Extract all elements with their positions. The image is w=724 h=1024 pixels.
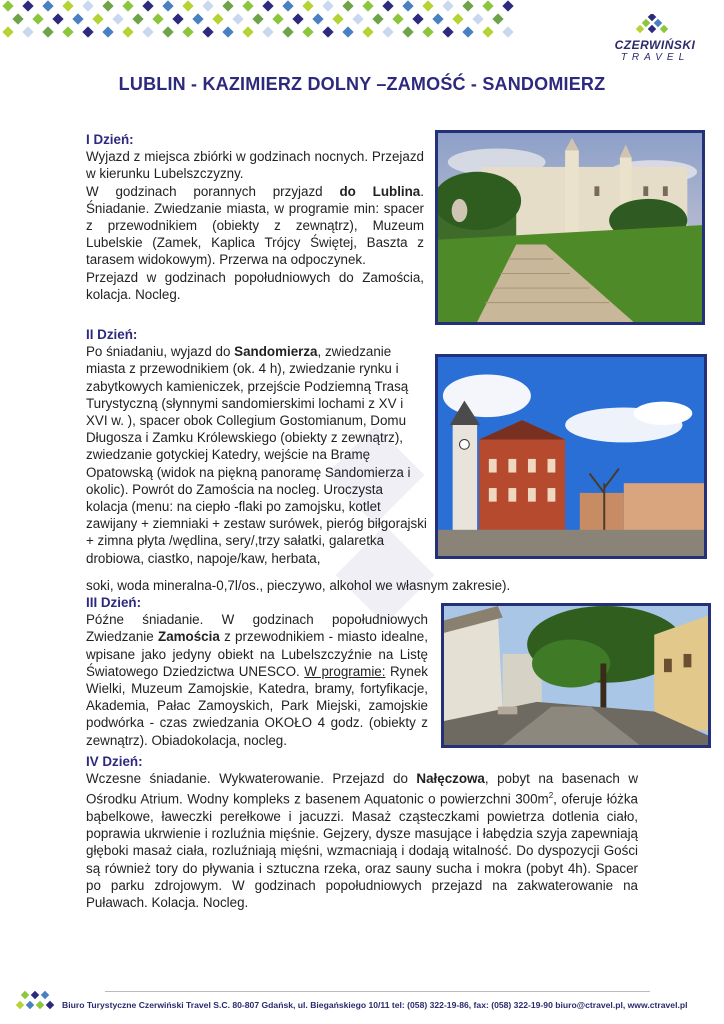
decorative-diamond [22,26,33,37]
text-run: Rynek Wielki, Muzeum Zamojskie, Katedra, bramy, fortyfikacje, Akademia, Pałac Zamoyskich, Park Miejski, zamojskie podwórka - czas zwiedzania OKOŁO 4 godz. (obiekty z zewnątrz). Obiadokolacja, nocleg. [86,663,428,748]
company-logo [600,14,710,64]
decorative-diamond [462,0,473,11]
decorative-diamond [222,0,233,11]
decorative-diamond [302,0,313,11]
decorative-diamond [72,13,83,24]
decorative-diamond [282,26,293,37]
decorative-diamond [442,26,453,37]
decorative-diamond [142,0,153,11]
decorative-diamond [492,13,503,24]
text-run: . Śniadanie. Zwiedzanie miasta, w programie min: spacer z przewodnikiem (obiekty z zewnątrz), Muzeum Lubelskie (Zamek, Kaplica Trójcy Świętej, Baszta z tarasem widokowym). Przerwa na odpoczynek. [86,183,424,268]
decorative-diamond [452,13,463,24]
text-run-bold: do Lublina [339,183,421,199]
text-run: W godzinach porannych przyjazd [86,183,323,199]
decorative-diamond [62,0,73,11]
decorative-diamond [502,0,513,11]
day3-heading: III Dzień: [86,595,142,610]
text-run: , oferuje łóżka bąbelkowe, ławeczki perełkowe i jacuzzi. Masaż cząsteczkami powietrza dotlenia ciało, poprawia ukrwienie i rozluźnia mięśnie. Gejzery, dysze masujące i łabędzia szyja zapewniają głęboki masaż ciała, rozluźniają mięśni, wzmacniają i dodają witalność. Do dyspozycji Gości są również tory do pływania i sztuczna rzeka, oraz sauny sucha i mokra (pobyt 4h). Spacer po parku zdrojowym. W godzinach popołudniowych przejazd na zakwaterowanie na Puławach. Kolacja. Nocleg. [86,791,638,911]
photo-sandomierz-townhall [435,354,707,559]
decorative-diamond [402,0,413,11]
day4-paragraph [86,770,638,911]
text-run-bold: Zamościa [158,629,220,645]
decorative-diamond [212,13,223,24]
decorative-diamond [122,0,133,11]
decorative-diamond [222,26,233,37]
decorative-diamond [162,26,173,37]
text-run: , pobyt na basenach w Ośrodku Atrium. Wodny kompleks z basenem Aquatonic o powierzchni 300m [86,771,638,807]
decorative-diamond [2,26,13,37]
decorative-diamond [462,26,473,37]
decorative-diamond-pattern [0,0,520,45]
decorative-diamond [412,13,423,24]
text-run-bold: Sandomierza [234,344,318,360]
decorative-diamond [312,13,323,24]
day3-paragraph [86,611,428,749]
decorative-diamond [242,0,253,11]
page-title: LUBLIN - KAZIMIERZ DOLNY –ZAMOŚĆ - SANDOMIERZ [118,74,606,94]
photo-zamosc-street [441,603,711,748]
day1-paragraph: Wyjazd z miejsca zbiórki w godzinach nocnych. Przejazd w kierunku Lubelszczyzny. [86,149,424,182]
decorative-diamond [42,0,53,11]
decorative-diamond [332,13,343,24]
decorative-diamond [472,13,483,24]
day4-heading: IV Dzień: [86,754,143,769]
decorative-diamond [32,13,43,24]
decorative-diamond [132,13,143,24]
decorative-diamond [402,26,413,37]
day4-section [86,753,638,911]
day2-section [86,326,427,567]
decorative-diamond [242,26,253,37]
decorative-diamond [372,13,383,24]
decorative-diamond [152,13,163,24]
decorative-diamond [362,26,373,37]
logo-subname: TRAVEL [620,52,690,63]
decorative-diamond [142,26,153,37]
decorative-diamond [282,0,293,11]
decorative-diamond [82,0,93,11]
decorative-diamond [82,26,93,37]
decorative-diamond [442,0,453,11]
decorative-diamond [272,13,283,24]
text-run: Po śniadaniu, wyjazd do [86,344,231,360]
decorative-diamond [62,26,73,37]
decorative-diamond [232,13,243,24]
text-run: Późne śniadanie. W godzinach popołudniowych Zwiedzanie [86,612,428,645]
decorative-diamond [182,26,193,37]
decorative-diamond [192,13,203,24]
decorative-diamond [392,13,403,24]
footer-contact: Biuro Turystyczne Czerwiński Travel S.C. 80-807 Gdańsk, ul. Biegańskiego 10/11 tel: (058) 322-19-86, fax: (058) 322-19-90 biuro@ctravel.pl, www.ctravel.pl [62,1000,688,1010]
decorative-diamond [52,13,63,24]
decorative-diamond [112,13,123,24]
day2-paragraph-tail: soki, woda mineralna-0,7l/os., pieczywo, alkohol we własnym zakresie). [86,578,511,593]
decorative-diamond [202,26,213,37]
superscript: 2 [548,791,554,801]
decorative-diamond [202,0,213,11]
decorative-diamond [2,0,13,11]
decorative-diamond [302,26,313,37]
text-run-underlined: W programie: [304,663,386,679]
logo-name: CZERWIŃSKI [614,38,696,52]
decorative-diamond [322,0,333,11]
decorative-diamond [382,0,393,11]
decorative-diamond [42,26,53,37]
decorative-diamond [292,13,303,24]
decorative-diamond [102,0,113,11]
decorative-diamond [22,0,33,11]
decorative-diamond [342,0,353,11]
decorative-diamond [122,26,133,37]
decorative-diamond [342,26,353,37]
photo-lublin-castle [435,130,705,325]
day2-paragraph [86,343,427,567]
day2-heading: II Dzień: [86,327,138,342]
footer-divider [105,991,650,992]
decorative-diamond [422,26,433,37]
decorative-diamond [502,26,513,37]
footer-diamonds-icon [14,990,58,1014]
decorative-diamond [362,0,373,11]
decorative-diamond [12,13,23,24]
text-run-bold: Nałęczowa [416,771,485,787]
decorative-diamond [252,13,263,24]
text-run: , zwiedzanie miasta z przewodnikiem (ok. 4 h), zwiedzanie rynku i zabytkowych kamieniczek, przejście Podziemną Trasą Turystyczną (słynnymi sandomierskimi lochami z XV i XVI w. ), spacer obok Collegium Gostomianum, Domu Długosza i Zamku Królewskiego (obiekty z zewnątrz), zwiedzanie gotyckiej Katedry, wejście na Bramę Opatowską (widok na piękną panoramę Sandomierza i okolic). Powrót do Zamościa na nocleg. Uroczysta kolacja (menu: na ciepło -flaki po zamojsku, kotlet zawijany + ziemniaki + zestaw surówek, pieróg biłgorajski + zimna płyta /wędlina, sery/,trzy sałatki, galaretka drobiowa, ciastko, napoje/kaw, herbata, [86,344,427,566]
logo-diamonds-icon [634,14,670,36]
decorative-diamond [322,26,333,37]
decorative-diamond [102,26,113,37]
decorative-diamond [262,0,273,11]
decorative-diamond [92,13,103,24]
text-run: z przewodnikiem - miasto idealne, wpisane jako jedyny obiekt na Lubelszczyźnie na Listę Światowego Dziedzictwa UNESCO. [86,629,428,679]
day1-paragraph [86,183,424,269]
day1-heading: I Dzień: [86,132,134,147]
decorative-diamond [382,26,393,37]
decorative-diamond [422,0,433,11]
decorative-diamond [262,26,273,37]
day1-section [86,131,424,303]
decorative-diamond [162,0,173,11]
decorative-diamond [482,26,493,37]
decorative-diamond [182,0,193,11]
decorative-diamond [172,13,183,24]
decorative-diamond [482,0,493,11]
text-run: Wczesne śniadanie. Wykwaterowanie. Przejazd do [86,771,408,787]
day3-section [86,594,428,749]
decorative-diamond [352,13,363,24]
decorative-diamond [432,13,443,24]
day1-paragraph: Przejazd w godzinach popołudniowych do Zamościa, kolacja. Nocleg. [86,269,424,302]
